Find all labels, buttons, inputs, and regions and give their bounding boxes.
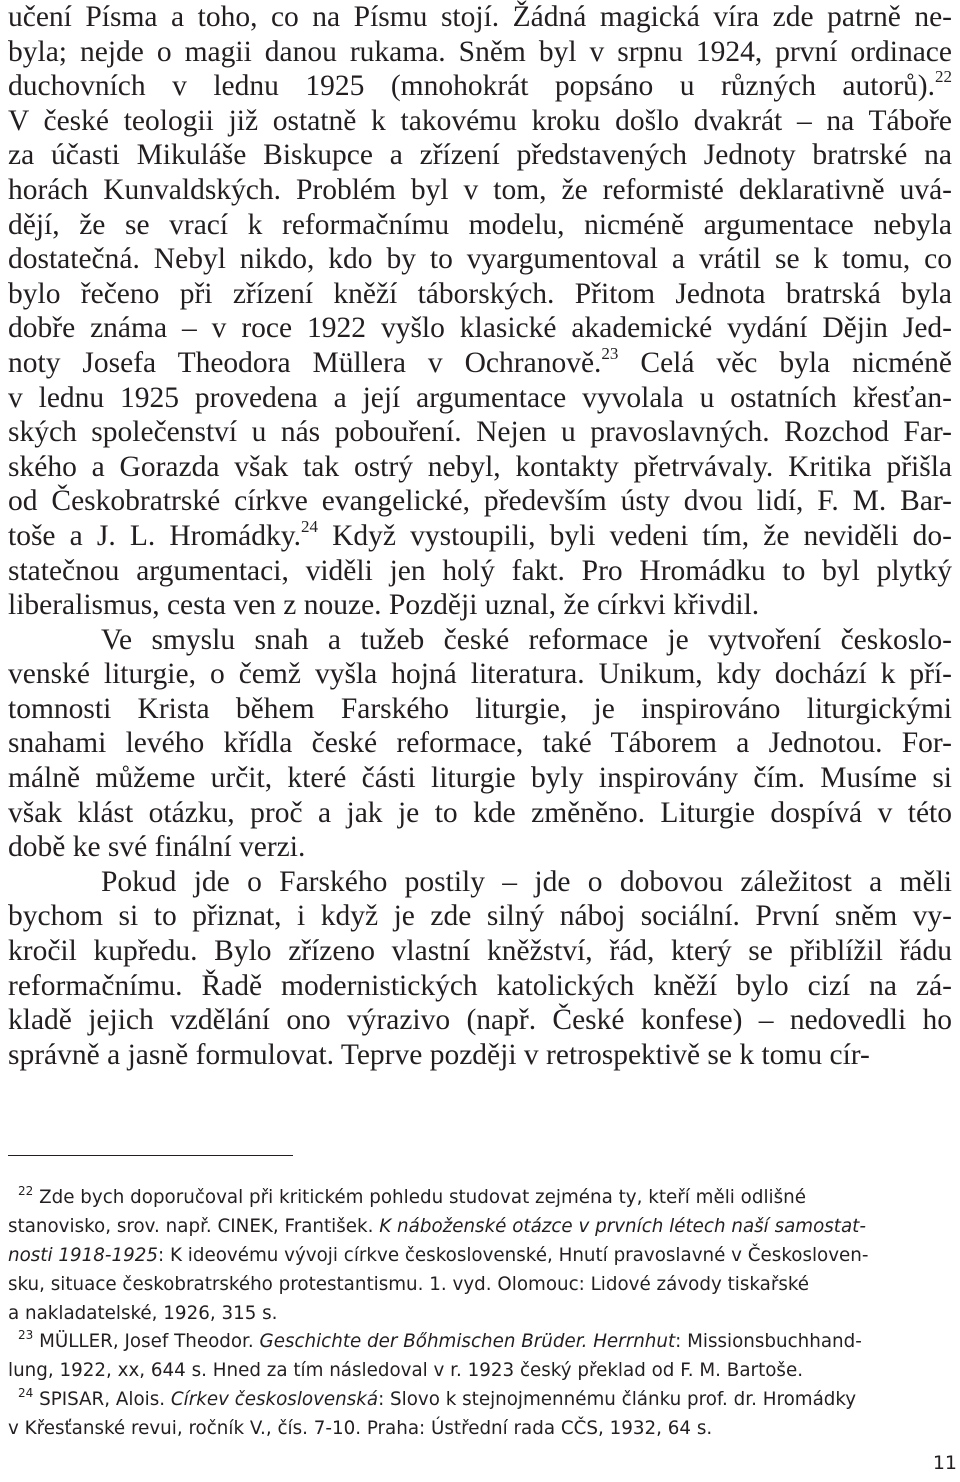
body-line bbox=[8, 415, 952, 450]
body-line bbox=[8, 1038, 952, 1073]
body-line bbox=[8, 173, 952, 208]
body-line bbox=[8, 69, 952, 104]
body-line bbox=[8, 381, 952, 416]
body-line bbox=[8, 761, 952, 796]
body-text-segment: noty Josefa Theodora Müllera v Ochranově. bbox=[8, 346, 602, 379]
footnote-title: Geschichte der Bőhmischen Brüder. Herrnhut bbox=[259, 1331, 676, 1353]
footnote-text: a nakladatelské, 1926, 315 s. bbox=[8, 1302, 278, 1324]
body-line bbox=[8, 484, 952, 519]
body-line bbox=[8, 0, 952, 35]
body-line bbox=[8, 554, 952, 589]
body-text-segment: kladě jejich vzdělání ono výrazivo (např. České konfese) – nedovedli ho bbox=[8, 1004, 952, 1037]
body-text-segment: však klást otázku, proč a jak je to kde změněno. Liturgie dospívá v této bbox=[8, 796, 952, 829]
footnote-text: v Křesťanské revui, ročník V., čís. 7-10. Praha: Ústřední rada CČS, 1932, 64 s. bbox=[8, 1418, 713, 1440]
body-text-segment: málně můžeme určit, které části liturgie byly inspirovány čím. Musíme si bbox=[8, 762, 952, 795]
body-text-segment: době ke své finální verzi. bbox=[8, 831, 306, 864]
body-text-segment: bychom si to přiznat, i když je zde silný náboj sociální. První sněm vy- bbox=[8, 900, 952, 933]
body-line bbox=[8, 1003, 952, 1038]
body-line bbox=[8, 796, 952, 831]
body-text-segment: kročil kupředu. Bylo zřízeno vlastní kněžství, řád, který se přiblížil řádu bbox=[8, 935, 952, 968]
body-text-segment: za účasti Mikuláše Biskupce a zřízení představených Jednoty bratrské na bbox=[8, 139, 952, 172]
footnote-text: : Slovo k stejnojmennému článku prof. dr. Hromádky bbox=[378, 1389, 857, 1411]
body-line bbox=[8, 343, 952, 381]
body-text-segment: dějí, že se vrací k reformačnímu modelu, nicméně argumentace nebyla bbox=[8, 208, 952, 241]
footnote-text: stanovisko, srov. např. CINEK, František. bbox=[8, 1215, 380, 1237]
body-text-segment: od Českobratrské církve evangelické, především ústy dvou lidí, F. M. Bar- bbox=[8, 485, 952, 518]
body-line bbox=[8, 934, 952, 969]
body-line bbox=[8, 311, 952, 346]
body-line bbox=[8, 623, 952, 658]
footnote-text: : Missionsbuchhand- bbox=[675, 1331, 862, 1353]
footnote-title: K náboženské otázce v prvních létech naší samostat- bbox=[379, 1215, 866, 1237]
page-number: 11 bbox=[932, 1452, 957, 1474]
body-line bbox=[8, 104, 952, 139]
body-text-segment: ského a Gorazda však tak ostrý nebyl, kontakty přetrvávaly. Kritika přišla bbox=[8, 450, 952, 483]
body-text-segment: venské liturgie, o čemž vyšla hojná literatura. Unikum, kdy dochází k pří- bbox=[8, 658, 952, 691]
footnote-text: lung, 1922, xx, 644 s. Hned za tím následoval v r. 1923 český překlad od F. M. Bartoše. bbox=[8, 1360, 803, 1382]
footnote-23-line bbox=[8, 1328, 952, 1357]
footnote-22-line bbox=[8, 1271, 952, 1300]
body-text-segment: snahami levého křídla české reformace, také Táborem a Jednotou. For- bbox=[8, 727, 952, 760]
footnote-title: Církev československá bbox=[170, 1389, 379, 1411]
body-text-segment: učení Písma a toho, co na Písmu stojí. Žádná magická víra zde patrně ne- bbox=[8, 1, 952, 33]
body-line bbox=[8, 865, 952, 900]
body-line bbox=[8, 138, 952, 173]
body-text bbox=[8, 0, 952, 1072]
body-text-segment: Když vystoupili, byli vedeni tím, že neviděli do- bbox=[317, 519, 953, 552]
body-text-segment: dobře známa – v roce 1922 vyšlo klasické akademické vydání Dějin Jed- bbox=[8, 312, 952, 345]
body-text-segment: bylo řečeno při zřízení kněží táborských. Přitom Jednota bratrská byla bbox=[8, 277, 952, 310]
body-line bbox=[8, 450, 952, 485]
footnote-text: Zde bych doporučoval při kritickém pohledu studovat zejména ty, kteří měli odlišné bbox=[33, 1187, 806, 1208]
footnote-24-marker: 24 bbox=[18, 1386, 34, 1401]
footnote-title: nosti 1918-1925 bbox=[8, 1244, 158, 1266]
footnote-separator bbox=[8, 1155, 293, 1156]
body-line bbox=[8, 830, 952, 865]
body-line bbox=[8, 899, 952, 934]
footnote-text: SPISAR, Alois. bbox=[33, 1389, 171, 1411]
body-line bbox=[8, 588, 952, 623]
body-line bbox=[8, 516, 953, 554]
body-text-segment: tomnosti Krista během Farského liturgie, je inspirováno liturgickými bbox=[8, 692, 952, 725]
body-text-segment: horách Kunvaldských. Problém byl v tom, že reformisté deklarativně uvá- bbox=[8, 173, 952, 206]
footnote-22-line bbox=[8, 1184, 952, 1213]
body-text-segment: v lednu 1925 provedena a její argumentace vyvolala u ostatních křesťan- bbox=[8, 381, 952, 414]
footnote-reference: 22 bbox=[935, 67, 952, 87]
body-text-segment: Ve smyslu snah a tužeb české reformace je vytvoření českoslo- bbox=[101, 623, 952, 656]
body-line bbox=[8, 277, 952, 312]
body-text-segment: byla; nejde o magii danou rukama. Sněm byl v srpnu 1924, první ordinace bbox=[8, 35, 952, 68]
body-line bbox=[8, 35, 952, 70]
footnote-24-line bbox=[8, 1415, 952, 1444]
footnote-22-line bbox=[8, 1300, 952, 1329]
footnote-24-line bbox=[8, 1386, 952, 1415]
footnote-23-line bbox=[8, 1357, 952, 1386]
body-line bbox=[8, 242, 952, 277]
footnote-reference: 24 bbox=[300, 516, 318, 536]
footnote-text: : K ideovému vývoji církve československé, Hnutí pravoslavné v Českosloven- bbox=[158, 1244, 869, 1266]
footnotes bbox=[8, 1184, 952, 1444]
body-line bbox=[8, 657, 952, 692]
body-line bbox=[8, 969, 952, 1004]
body-text-segment: toše a J. L. Hromádky. bbox=[8, 519, 301, 552]
body-line bbox=[8, 692, 952, 727]
footnote-23-marker: 23 bbox=[18, 1328, 34, 1343]
body-text-segment: reformačnímu. Řadě modernistických katolických kněží bylo cizí na zá- bbox=[8, 969, 952, 1002]
footnote-reference: 23 bbox=[601, 343, 619, 363]
footnote-22-line bbox=[8, 1242, 952, 1271]
body-line bbox=[8, 726, 952, 761]
body-text-segment: dostatečná. Nebyl nikdo, kdo by to vyargumentoval a vrátil se k tomu, co bbox=[8, 243, 952, 276]
body-text-segment: správně a jasně formulovat. Teprve později v retrospektivě se k tomu cír- bbox=[8, 1038, 870, 1071]
body-text-segment: V české teologii již ostatně k takovému kroku došlo dvakrát – na Táboře bbox=[8, 104, 952, 137]
footnote-22-line bbox=[8, 1213, 952, 1242]
body-text-segment: Pokud jde o Farského postily – jde o dobovou záležitost a měli bbox=[101, 865, 952, 898]
body-text-segment: liberalismus, cesta ven z nouze. Později uznal, že církvi křivdil. bbox=[8, 589, 760, 622]
footnote-22-marker: 22 bbox=[18, 1184, 34, 1198]
footnote-text: sku, situace českobratrského protestantismu. 1. vyd. Olomouc: Lidové závody tiskařské bbox=[8, 1273, 810, 1295]
body-line bbox=[8, 208, 952, 243]
body-text-segment: duchovních v lednu 1925 (mnohokrát popsáno u různých autorů). bbox=[8, 70, 935, 103]
body-text-segment: statečnou argumentaci, viděli jen holý fakt. Pro Hromádku to byl plytký bbox=[8, 554, 952, 587]
body-text-segment: Celá věc byla nicméně bbox=[618, 346, 952, 379]
body-text-segment: ských společenství u nás pobouření. Nejen u pravoslavných. Rozchod Far- bbox=[8, 416, 952, 449]
footnote-text: MÜLLER, Josef Theodor. bbox=[33, 1331, 260, 1353]
